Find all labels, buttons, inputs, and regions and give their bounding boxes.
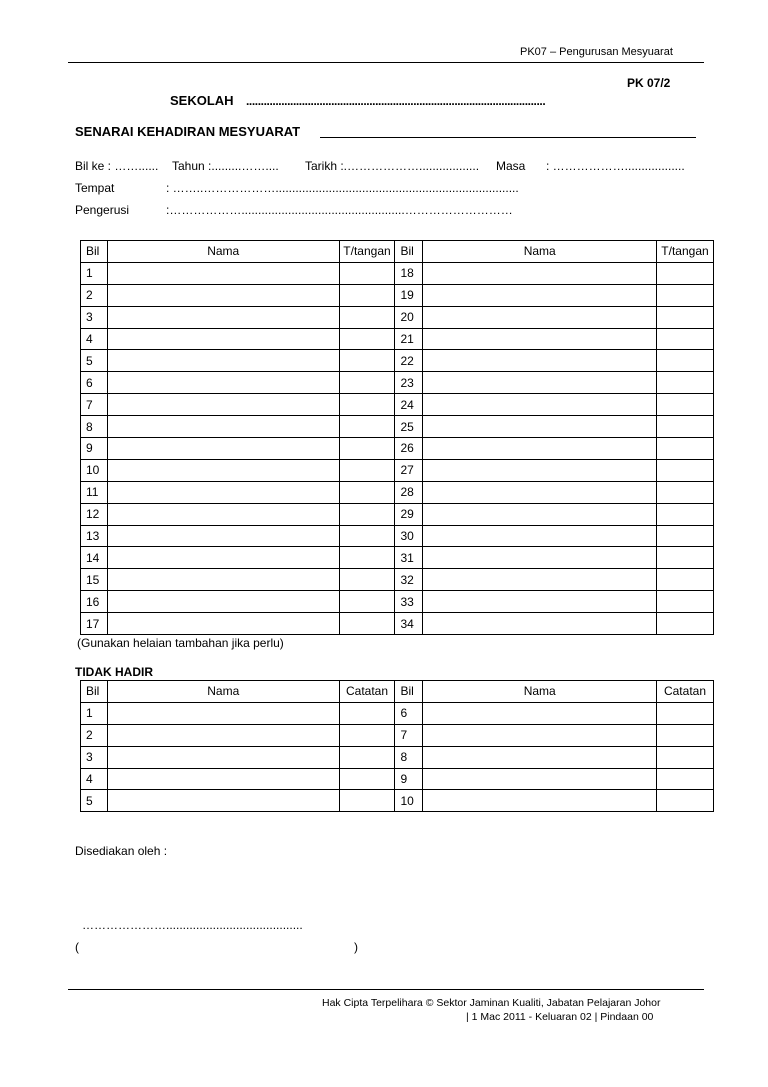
row-number-left: 6 [81, 372, 108, 394]
name-cell[interactable] [423, 438, 657, 460]
value-cell[interactable] [656, 416, 713, 438]
nama-header: Nama [107, 681, 339, 703]
row-number-right: 34 [395, 613, 423, 635]
row-number-right: 24 [395, 394, 423, 416]
nama-header: Nama [423, 681, 657, 703]
row-number-right: 7 [395, 724, 423, 746]
row-number-right: 10 [395, 790, 423, 812]
ttangan-header: T/tangan [656, 241, 713, 263]
value-cell[interactable] [339, 503, 395, 525]
name-cell[interactable] [107, 394, 339, 416]
row-number-right: 21 [395, 328, 423, 350]
masa-label: Masa [496, 159, 526, 173]
form-code: PK 07/2 [627, 76, 671, 90]
name-cell[interactable] [423, 790, 657, 812]
name-cell[interactable] [423, 481, 657, 503]
name-cell[interactable] [423, 372, 657, 394]
tarikh-field: Tarikh :.……………….................. [305, 159, 480, 173]
value-cell[interactable] [339, 591, 395, 613]
table-row [81, 768, 714, 790]
footer-copyright: Hak Cipta Terpelihara © Sektor Jaminan Kualiti, Jabatan Pelajaran Johor [322, 997, 661, 1009]
absent-title: TIDAK HADIR [75, 665, 153, 679]
table-row [81, 372, 714, 394]
catatan-header: Catatan [656, 681, 713, 703]
row-number-right: 6 [395, 702, 423, 724]
footer-version: | 1 Mac 2011 - Keluaran 02 | Pindaan 00 [466, 1011, 654, 1023]
row-number-left: 3 [81, 306, 108, 328]
absent-table [80, 680, 714, 812]
table-row [81, 438, 714, 460]
row-number-right: 19 [395, 284, 423, 306]
row-number-left: 17 [81, 613, 108, 635]
table-row [81, 790, 714, 812]
nama-header: Nama [423, 241, 657, 263]
name-cell[interactable] [107, 702, 339, 724]
value-cell[interactable] [339, 372, 395, 394]
row-number-right: 32 [395, 569, 423, 591]
name-cell[interactable] [107, 416, 339, 438]
row-number-right: 18 [395, 262, 423, 284]
name-cell[interactable] [107, 569, 339, 591]
value-cell[interactable] [656, 284, 713, 306]
value-cell[interactable] [339, 613, 395, 635]
row-number-left: 13 [81, 525, 108, 547]
row-number-left: 15 [81, 569, 108, 591]
value-cell[interactable] [656, 306, 713, 328]
row-number-right: 23 [395, 372, 423, 394]
row-number-left: 10 [81, 459, 108, 481]
absent-header-row [81, 681, 714, 703]
bil-header: Bil [395, 681, 423, 703]
name-cell[interactable] [423, 569, 657, 591]
name-cell[interactable] [107, 481, 339, 503]
row-number-right: 20 [395, 306, 423, 328]
value-cell[interactable] [656, 350, 713, 372]
name-cell[interactable] [107, 613, 339, 635]
attendance-header-row [81, 241, 714, 263]
value-cell[interactable] [339, 394, 395, 416]
bil-header: Bil [395, 241, 423, 263]
value-cell[interactable] [656, 547, 713, 569]
table-row [81, 306, 714, 328]
row-number-right: 31 [395, 547, 423, 569]
pengerusi-label: Pengerusi [75, 203, 130, 217]
value-cell[interactable] [656, 459, 713, 481]
prepared-by-label: Disediakan oleh : [75, 844, 168, 858]
value-cell[interactable] [339, 790, 395, 812]
value-cell[interactable] [339, 284, 395, 306]
name-cell[interactable] [107, 306, 339, 328]
name-cell[interactable] [423, 746, 657, 768]
value-cell[interactable] [339, 306, 395, 328]
name-cell[interactable] [107, 746, 339, 768]
school-label: SEKOLAH [170, 93, 234, 108]
value-cell[interactable] [656, 790, 713, 812]
name-cell[interactable] [107, 790, 339, 812]
value-cell[interactable] [656, 591, 713, 613]
table-row [81, 724, 714, 746]
table-row [81, 613, 714, 635]
name-cell[interactable] [107, 591, 339, 613]
row-number-right: 29 [395, 503, 423, 525]
value-cell[interactable] [656, 569, 713, 591]
value-cell[interactable] [339, 328, 395, 350]
name-cell[interactable] [107, 724, 339, 746]
row-number-right: 25 [395, 416, 423, 438]
table-row [81, 591, 714, 613]
value-cell[interactable] [656, 503, 713, 525]
signature-line: …………………......................................... [82, 918, 303, 932]
name-cell[interactable] [423, 416, 657, 438]
value-cell[interactable] [656, 525, 713, 547]
row-number-left: 14 [81, 547, 108, 569]
header-rule [68, 62, 704, 63]
row-number-left: 9 [81, 438, 108, 460]
name-cell[interactable] [107, 459, 339, 481]
value-cell[interactable] [339, 547, 395, 569]
additional-sheet-note: (Gunakan helaian tambahan jika perlu) [77, 636, 284, 650]
row-number-right: 26 [395, 438, 423, 460]
row-number-left: 5 [81, 350, 108, 372]
value-cell[interactable] [656, 394, 713, 416]
value-cell[interactable] [339, 438, 395, 460]
table-row [81, 746, 714, 768]
form-title: SENARAI KEHADIRAN MESYUARAT [75, 124, 301, 139]
row-number-right: 9 [395, 768, 423, 790]
row-number-right: 27 [395, 459, 423, 481]
name-cell[interactable] [423, 284, 657, 306]
table-row [81, 525, 714, 547]
tempat-field: : ……..………………......................................................................... [166, 181, 519, 195]
name-cell[interactable] [107, 547, 339, 569]
value-cell[interactable] [656, 613, 713, 635]
value-cell[interactable] [339, 262, 395, 284]
value-cell[interactable] [339, 416, 395, 438]
table-row [81, 262, 714, 284]
value-cell[interactable] [656, 746, 713, 768]
name-cell[interactable] [423, 724, 657, 746]
name-cell[interactable] [107, 438, 339, 460]
name-cell[interactable] [107, 525, 339, 547]
table-row [81, 459, 714, 481]
row-number-right: 33 [395, 591, 423, 613]
value-cell[interactable] [656, 768, 713, 790]
value-cell[interactable] [656, 702, 713, 724]
row-number-right: 8 [395, 746, 423, 768]
name-cell[interactable] [423, 262, 657, 284]
table-row [81, 547, 714, 569]
row-number-left: 12 [81, 503, 108, 525]
row-number-left: 7 [81, 394, 108, 416]
table-row [81, 702, 714, 724]
row-number-right: 22 [395, 350, 423, 372]
name-cell[interactable] [423, 591, 657, 613]
name-cell[interactable] [423, 306, 657, 328]
nama-header: Nama [107, 241, 339, 263]
value-cell[interactable] [656, 724, 713, 746]
value-cell[interactable] [656, 372, 713, 394]
row-number-left: 2 [81, 724, 108, 746]
name-cell[interactable] [107, 284, 339, 306]
row-number-left: 16 [81, 591, 108, 613]
bil-header: Bil [81, 241, 108, 263]
name-cell[interactable] [423, 503, 657, 525]
catatan-header: Catatan [339, 681, 395, 703]
name-cell[interactable] [107, 328, 339, 350]
row-number-left: 3 [81, 746, 108, 768]
row-number-left: 4 [81, 328, 108, 350]
row-number-left: 5 [81, 790, 108, 812]
name-cell[interactable] [423, 350, 657, 372]
value-cell[interactable] [339, 746, 395, 768]
name-paren-close: ) [354, 940, 358, 954]
value-cell[interactable] [339, 481, 395, 503]
value-cell[interactable] [339, 724, 395, 746]
name-cell[interactable] [423, 613, 657, 635]
ttangan-header: T/tangan [339, 241, 395, 263]
table-row [81, 394, 714, 416]
document-title: PK07 – Pengurusan Mesyuarat [520, 46, 673, 58]
value-cell[interactable] [339, 768, 395, 790]
value-cell[interactable] [339, 459, 395, 481]
school-dots: ...................................................................................................... [246, 94, 546, 108]
name-cell[interactable] [423, 459, 657, 481]
table-row [81, 569, 714, 591]
footer-rule [68, 989, 704, 990]
value-cell[interactable] [656, 438, 713, 460]
row-number-right: 28 [395, 481, 423, 503]
tempat-label: Tempat [75, 181, 115, 195]
name-cell[interactable] [107, 350, 339, 372]
table-row [81, 416, 714, 438]
value-cell[interactable] [656, 328, 713, 350]
table-row [81, 481, 714, 503]
row-number-left: 1 [81, 702, 108, 724]
name-cell[interactable] [423, 328, 657, 350]
masa-field: : ……………….................. [546, 159, 685, 173]
name-cell[interactable] [107, 768, 339, 790]
row-number-left: 2 [81, 284, 108, 306]
bil-header: Bil [81, 681, 108, 703]
tahun-field: Tahun :.........…….... [172, 159, 279, 173]
title-underline [320, 137, 696, 138]
value-cell[interactable] [656, 481, 713, 503]
name-cell[interactable] [107, 372, 339, 394]
name-cell[interactable] [423, 547, 657, 569]
row-number-right: 30 [395, 525, 423, 547]
row-number-left: 11 [81, 481, 108, 503]
row-number-left: 1 [81, 262, 108, 284]
table-row [81, 284, 714, 306]
table-row [81, 503, 714, 525]
name-cell[interactable] [423, 768, 657, 790]
name-cell[interactable] [107, 262, 339, 284]
value-cell[interactable] [339, 569, 395, 591]
name-cell[interactable] [107, 503, 339, 525]
table-row [81, 350, 714, 372]
attendance-table [80, 240, 714, 635]
pengerusi-field: :……………….................................................……………………… [166, 203, 513, 217]
row-number-left: 4 [81, 768, 108, 790]
value-cell[interactable] [339, 350, 395, 372]
value-cell[interactable] [339, 702, 395, 724]
name-cell[interactable] [423, 525, 657, 547]
bil-ke-field: Bil ke : ……...... [75, 159, 159, 173]
name-cell[interactable] [423, 702, 657, 724]
value-cell[interactable] [656, 262, 713, 284]
table-row [81, 328, 714, 350]
value-cell[interactable] [339, 525, 395, 547]
row-number-left: 8 [81, 416, 108, 438]
name-paren-open: ( [75, 940, 79, 954]
name-cell[interactable] [423, 394, 657, 416]
